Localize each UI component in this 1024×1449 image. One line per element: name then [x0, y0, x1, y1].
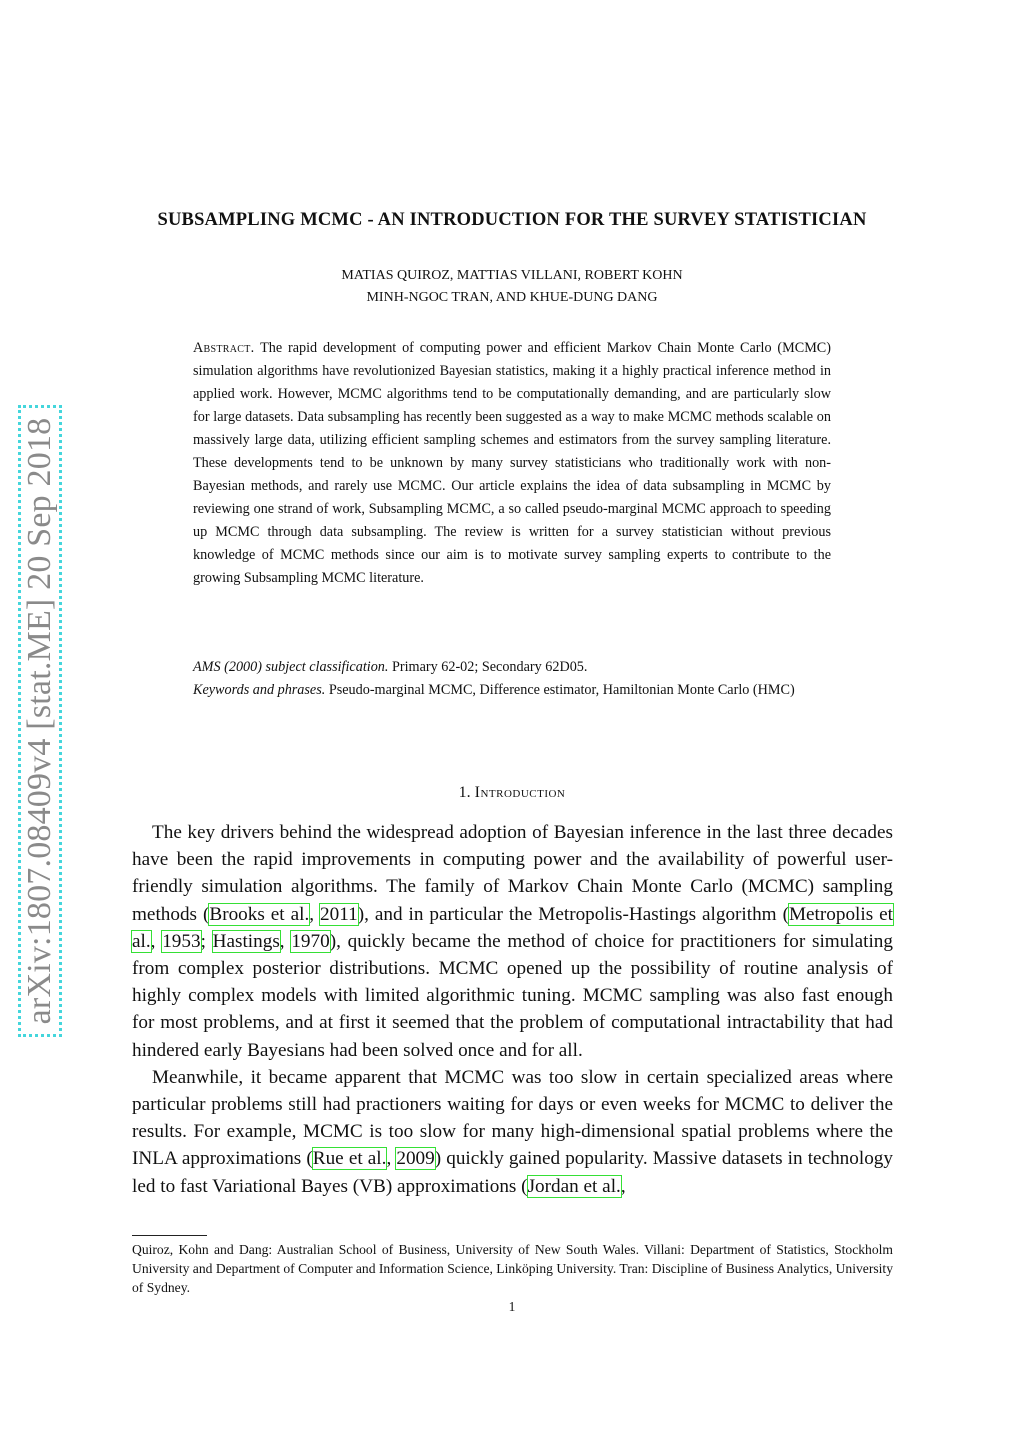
paragraph-text: ), quickly became the method of choice for practitioners for simulating from complex posterior distributions. MCMC opened up the possibility of routine analysis of highly complex models with limited algorithmic tuning. MCMC sampling was also fast enough for most problems, and at first it seemed that the problem of computational intractability that had hindered early Bayesians had been solved once and for all.	[132, 930, 893, 1061]
citation-link-jordan[interactable]: Jordan et al.	[527, 1175, 621, 1197]
introduction-body	[132, 819, 893, 1200]
keywords-label: Keywords and phrases.	[193, 682, 326, 698]
paragraph-text: ,	[620, 1175, 626, 1197]
page-number: 1	[508, 1299, 516, 1314]
arxiv-identifier[interactable]: arXiv:1807.08409v4 [stat.ME] 20 Sep 2018	[21, 417, 58, 1025]
paragraph-text: ) quickly gained popularity. Massive datasets in technology led to fast Variational Bayes (VB) approximations (	[132, 1148, 893, 1197]
abstract	[193, 337, 831, 590]
ams-label: AMS (2000) subject classification.	[193, 659, 389, 675]
section-number: 1.	[458, 784, 471, 801]
citation-link-hastings-year[interactable]: 1970	[291, 930, 330, 952]
author-line-1: MATIAS QUIROZ, MATTIAS VILLANI, ROBERT KOHN	[341, 268, 683, 283]
affiliation-footnote: Quiroz, Kohn and Dang: Australian School of Business, University of New South Wales. Villani: Department of Statistics, Stockholm University and Department of Computer and Information Science, Linköping University. Tran: Discipline of Business Analytics, University of Sydney.	[132, 1242, 894, 1295]
ams-classification	[193, 656, 839, 679]
citation-link-metropolis-year[interactable]: 1953	[162, 930, 201, 952]
abstract-label: Abstract.	[193, 340, 255, 356]
section-heading	[100, 784, 924, 802]
author-line-2: MINH-NGOC TRAN, AND KHUE-DUNG DANG	[366, 290, 658, 305]
intro-paragraph-1: The key drivers behind the widespread adoption of Bayesian inference in the last three decades have been the rapid improvements in computing power and the availability of powerful user-friendly simulation algorithms. The family of Markov Chain Monte Carlo (MCMC) sampling methods (Brooks et al., 2011), and in particular the Metropolis-Hastings algorithm (Metropolis et al., 1953; Hastings, 1970), quickly became the method of choice for practitioners for simulating from complex posterior distributions. MCMC opened up the possibility of routine analysis of highly complex models with limited algorithmic tuning. MCMC sampling was also fast enough for most problems, and at first it seemed that the problem of computational intractability that had hindered early Bayesians had been solved once and for all.	[132, 822, 893, 1061]
footnote-divider	[132, 1235, 207, 1236]
section-title: Introduction	[474, 784, 566, 801]
intro-paragraph-2: Meanwhile, it became apparent that MCMC was too slow in certain specialized areas where particular problems still had practioners waiting for days or even weeks for MCMC to deliver the results. For example, MCMC is too slow for many high-dimensional spatial problems where the INLA approximations (Rue et al., 2009) quickly gained popularity. Massive datasets in technology led to fast Variational Bayes (VB) approximations (Jordan et al.,	[132, 1066, 893, 1197]
keywords	[193, 679, 839, 702]
paper-title: SUBSAMPLING MCMC - AN INTRODUCTION FOR THE SURVEY STATISTICIAN	[157, 210, 867, 230]
paragraph-text: Meanwhile, it became apparent that MCMC was too slow in certain specialized areas where particular problems still had practioners waiting for days or even weeks for MCMC to deliver the results. For example, MCMC is too slow for many high-dimensional spatial problems where the INLA approximations (	[132, 1066, 893, 1170]
ams-text: Primary 62-02; Secondary 62D05.	[392, 659, 588, 675]
citation-link-brooks-year[interactable]: 2011	[320, 903, 358, 925]
keywords-text: Pseudo-marginal MCMC, Difference estimator, Hamiltonian Monte Carlo (HMC)	[328, 682, 795, 698]
citation-link-rue[interactable]: Rue et al.	[312, 1148, 387, 1170]
citation-link-brooks[interactable]: Brooks et al.	[209, 903, 310, 925]
citation-link-hastings[interactable]: Hastings	[212, 930, 280, 952]
abstract-text: The rapid development of computing power and efficient Markov Chain Monte Carlo (MCMC) simulation algorithms have revolutionized Bayesian statistics, making it a highly practical inference method in applied work. However, MCMC algorithms tend to be computationally demanding, and are particularly slow for large datasets. Data subsampling has recently been suggested as a way to make MCMC methods scalable on massively large data, utilizing efficient sampling schemes and estimators from the survey sampling literature. These developments tend to be unknown by many survey statisticians who traditionally work with non-Bayesian methods, and rarely use MCMC. Our article explains the idea of data subsampling in MCMC by reviewing one strand of work, Subsampling MCMC, a so called pseudo-marginal MCMC approach to speeding up MCMC through data subsampling. The review is written for a survey statistician without previous knowledge of MCMC methods since our aim is to motivate survey sampling experts to contribute to the growing Subsampling MCMC literature.	[193, 340, 831, 586]
paragraph-text: The key drivers behind the widespread adoption of Bayesian inference in the last three decades have been the rapid improvements in computing power and the availability of powerful user-friendly simulation algorithms. The family of Markov Chain Monte Carlo (MCMC) sampling methods (	[132, 822, 893, 925]
author-list	[100, 265, 924, 309]
paragraph-text: ), and in particular the Metropolis-Hastings algorithm (	[357, 903, 789, 925]
citation-link-rue-year[interactable]: 2009	[396, 1148, 435, 1170]
citation-link-metropolis[interactable]: Metropolis et al.	[132, 903, 893, 952]
